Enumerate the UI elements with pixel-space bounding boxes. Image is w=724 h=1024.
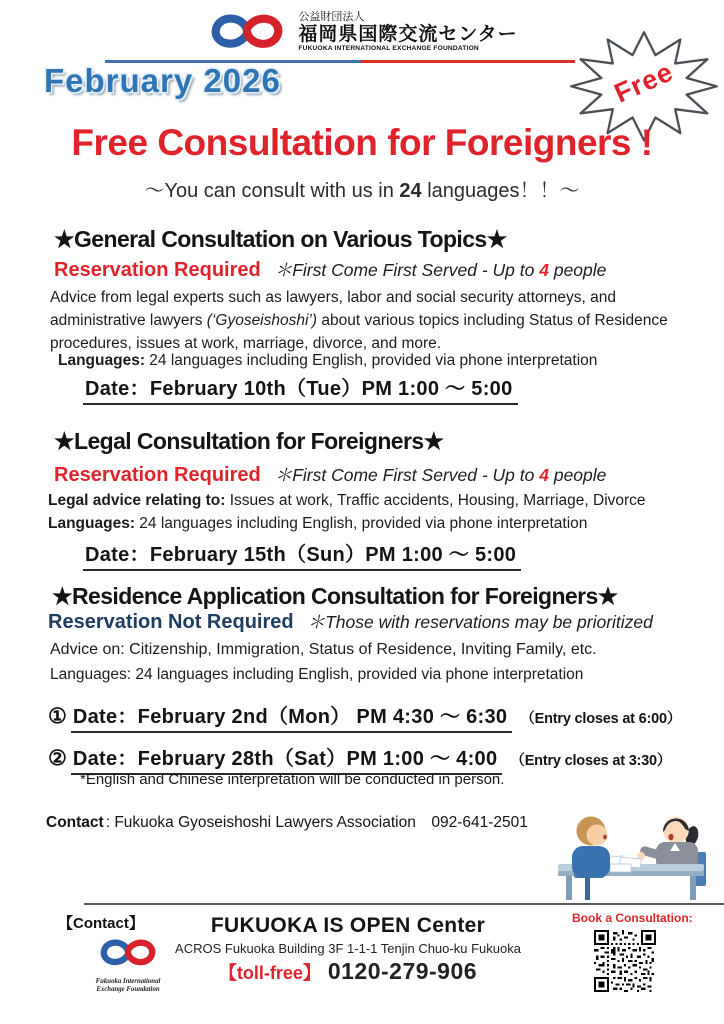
center-name: FUKUOKA IS OPEN Center (210, 914, 486, 937)
footer-contact-bracket: 【Contact】 (58, 915, 144, 932)
subtitle-languages-count: 24 (399, 180, 422, 202)
section-legal-heading: ★Legal Consultation for Foreigners★ (54, 428, 444, 454)
month-label: February 2026 (44, 62, 281, 99)
tollfree-line (128, 958, 568, 985)
tollfree-label: 【toll-free】 (218, 963, 321, 983)
section-legal-languages (48, 512, 587, 535)
languages-value: 24 languages including English, provided via phone interpretation (134, 515, 588, 532)
date-value: Date：February 28th（Sat）PM 1:00 ～ 4:00 (71, 742, 503, 775)
note-pre: ＊First Come First Served - Up to (274, 465, 540, 485)
first-come-note (275, 260, 607, 280)
gyoseishoshi-term: (‘Gyoseishoshi’) (206, 312, 318, 329)
contact-value: : Fukuoka Gyoseishoshi Lawyers Association 092-641-2501 (105, 814, 528, 831)
subtitle-post: languages！！～ (421, 180, 580, 202)
date-bullet-2: ② (48, 747, 67, 770)
foundation-logo-icon (206, 7, 288, 57)
note-post: people (548, 260, 607, 280)
contact-label: Contact (46, 814, 104, 831)
legal-advice-value: Issues at work, Traffic accidents, Housing, Marriage, Divorce (225, 492, 646, 509)
page-title: Free Consultation for Foreigners ! (71, 122, 653, 163)
date-bullet-1: ① (48, 705, 67, 728)
section-residence-languages: Languages: 24 languages including English, provided via phone interpretation (50, 666, 584, 683)
section-residence-reservation-line (48, 609, 653, 634)
date-value: Date：February 10th（Tue）PM 1:00 ～ 5:00 (83, 372, 518, 405)
rule-red-segment (361, 60, 575, 63)
note-post: people (548, 465, 607, 485)
note-people-count: 4 (539, 260, 549, 280)
section-general-date (83, 372, 518, 405)
section-residence-date-1 (48, 700, 681, 733)
note-people-count: 4 (539, 465, 549, 485)
contact-line (46, 810, 528, 832)
reservation-required-label: Reservation Required (54, 464, 261, 486)
languages-label: Languages: (48, 515, 135, 532)
date-value: Date：February 2nd（Mon） PM 4:30 ～ 6:30 (71, 700, 513, 733)
qr-code (594, 930, 656, 992)
subtitle-pre: ～You can consult with us in (144, 180, 400, 202)
footer-center-block (128, 914, 568, 985)
reservation-not-required-label: Reservation Not Required (48, 611, 294, 633)
section-legal-date (83, 538, 521, 571)
languages-value: 24 languages including English, provided via phone interpretation (144, 352, 598, 369)
section-legal-reservation-line (54, 462, 606, 487)
description-post: about various topics including Status of Residence procedures, issues at work, marriage, divorce, and more. (50, 312, 668, 352)
free-badge-label: Free (609, 56, 678, 109)
description-pre: Advice from legal experts such as lawyers, labor and social security attorneys, and administrative lawyers (50, 289, 617, 329)
page-subtitle (0, 174, 724, 203)
org-name-en: FUKUOKA INTERNATIONAL EXCHANGE FOUNDATION (298, 45, 479, 53)
in-person-footnote: *English and Chinese interpretation will be conducted in person. (80, 771, 505, 788)
footer-logo-caption-line2: Exchange Foundation (96, 986, 160, 994)
footer-logo-caption-line1: Fukuoka International (95, 978, 161, 985)
priority-note: ＊Those with reservations may be prioritized (307, 612, 653, 632)
footer-divider (84, 903, 724, 905)
languages-label: Languages: (58, 352, 145, 369)
section-general-reservation-line (54, 257, 606, 282)
date-value: Date：February 15th（Sun）PM 1:00 ～ 5:00 (83, 538, 521, 571)
entry-close-note-2: （Entry closes at 3:30） (510, 753, 672, 769)
section-residence-topics: Advice on: Citizenship, Immigration, Status of Residence, Inviting Family, etc. (50, 641, 597, 658)
note-pre: ＊First Come First Served - Up to (274, 260, 540, 280)
section-general-heading: ★General Consultation on Various Topics★ (54, 226, 507, 252)
center-address: ACROS Fukuoka Building 3F 1-1-1 Tenjin Chuo-ku Fukuoka (175, 941, 521, 956)
entry-close-note-1: （Entry closes at 6:00） (520, 711, 682, 727)
brand-text (298, 11, 517, 53)
section-general-languages (58, 349, 597, 372)
consultation-illustration (544, 806, 716, 902)
first-come-note (275, 465, 607, 485)
org-name-jp: 福岡県国際交流センター (298, 23, 518, 45)
qr-label: Book a Consultation: (572, 911, 693, 925)
section-general-description (50, 286, 676, 355)
section-legal-topics (48, 489, 646, 512)
reservation-required-label: Reservation Required (54, 259, 261, 281)
section-residence-heading: ★Residence Application Consultation for Foreigners★ (52, 583, 618, 609)
tollfree-number: 0120-279-906 (320, 958, 478, 984)
org-type: 公益財団法人 (298, 10, 365, 23)
legal-advice-label: Legal advice relating to: (48, 492, 226, 509)
